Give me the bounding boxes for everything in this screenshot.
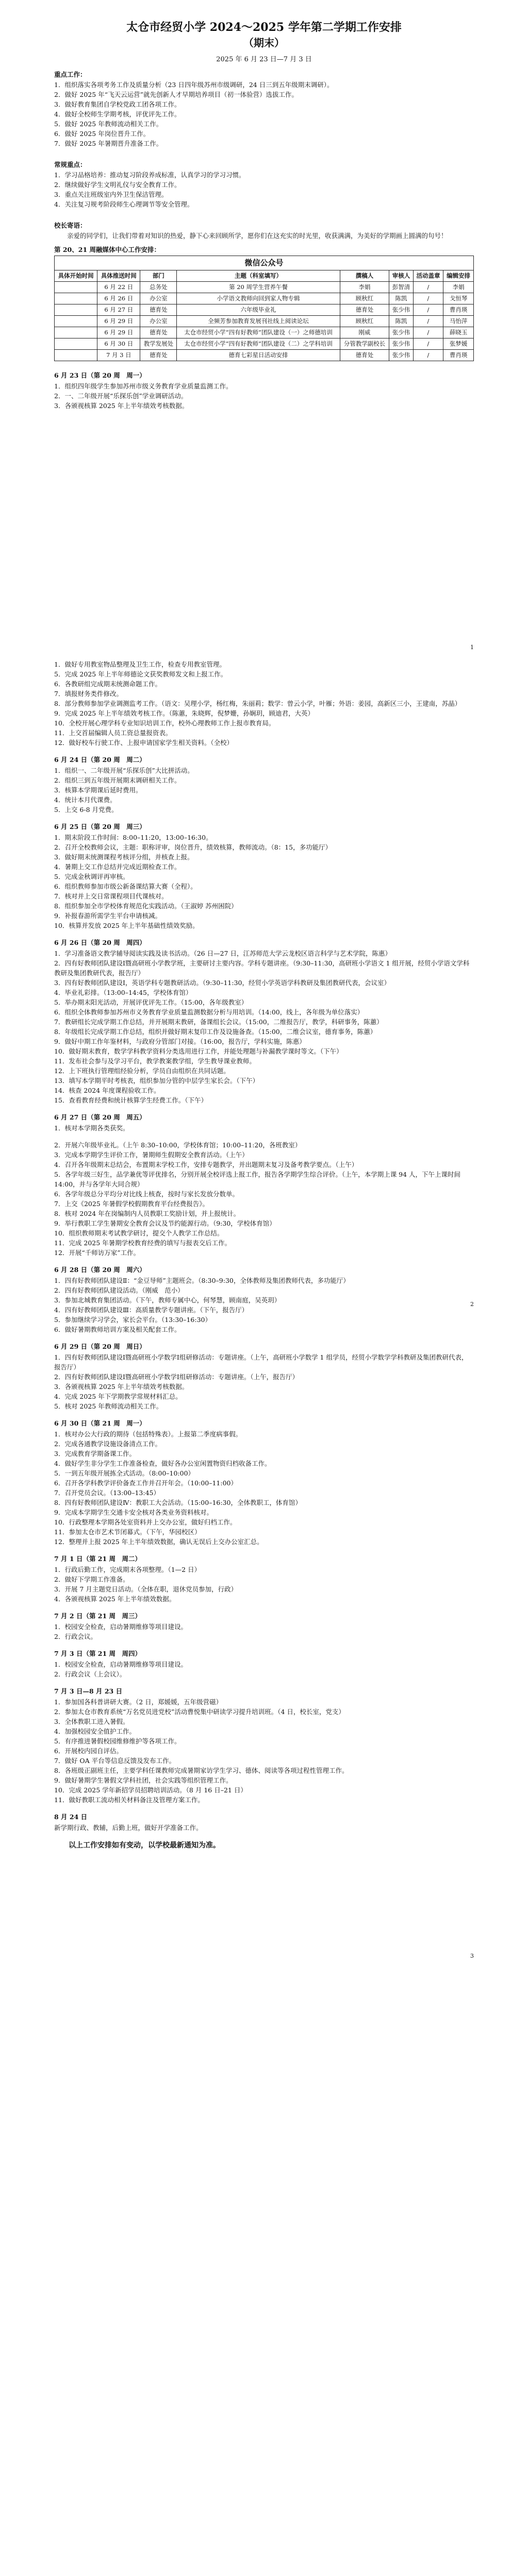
day-item: 2．行政会议（上会议）。: [54, 1670, 126, 1678]
table-cell: /: [413, 338, 443, 350]
day-item: 1．四有好教师团队建设Ⅱ：“金豆导师”主题班会。（8:30–9:30，全体教师及集团教师代表，多功能厅）: [54, 1277, 350, 1284]
day-item: 2．一、二年级开展“乐探乐创”学业调研活动。: [54, 392, 188, 400]
day-block: [54, 755, 474, 815]
table-row: [55, 304, 474, 316]
table-cell: 总务处: [140, 282, 177, 293]
day-item: 5．完成 2025 年上半年师德论文获奖教师发文和上报工作。: [54, 670, 227, 678]
table-cell: [55, 350, 97, 361]
day-block: [54, 1265, 474, 1334]
day-item: 6．组织全体教师参加苏州市义务教育学业质量监测数据分析与用培训。（14:00，线上，各年级为单位落实）: [54, 1008, 364, 1016]
table-header-cell: 编辑安排: [443, 270, 474, 282]
day-item: 11．参加太仓市艺术节闭幕式。（下午，华园校区）: [54, 1528, 201, 1536]
table-row: [55, 327, 474, 338]
closing-note: 以上工作安排如有变动，以学校最新通知为准。: [69, 1841, 220, 1850]
table-cell: 张梦媛: [443, 338, 474, 350]
table-header-cell: 活动盖章: [413, 270, 443, 282]
day-item: 2．四有好教师团队建设Ⅰ暨高研班小学数学Ⅰ组研修活动：专题讲座。（上午，报告厅）: [54, 1373, 299, 1381]
day-item: 1．期末阶段工作时间：8:00–11:20，13:00–16:30。: [54, 834, 212, 841]
day-item: 3．各颁视核算 2025 年上半年绩效考核数据。: [54, 402, 189, 410]
day-item: 10．核算并发放 2025 年上半年基础性绩效奖励。: [54, 922, 199, 929]
table-cell: 顾秋红: [340, 316, 389, 327]
table-cell: 陈凯: [389, 293, 413, 304]
day-item: 5．完成金秋调评再审核。: [54, 873, 129, 880]
day-item: 9．完成 2025 年上半年绩效考核工作。（陈蕙，朱晓辉，倪梦姗，孙娴玥，顾迪君，大英）: [54, 709, 314, 717]
day-item: 1．校园安全检查，启动暑期维修等项目建设。: [54, 1623, 187, 1631]
day-heading: 6 月 30 日（第 21 周 周一）: [54, 1419, 146, 1427]
day-item: 6．各教研组完成期末统测命题工作。: [54, 680, 161, 688]
day-item: 4．加强校园安全值护工作。: [54, 1727, 136, 1735]
day-item: 4．暑期上交工作总结并完成近期检查工作。: [54, 863, 181, 871]
table-cell: 6 月 29 日: [97, 316, 140, 327]
list-item: 3．重点关注班级室内外卫生保洁管理。: [54, 191, 168, 198]
day-item: 7．做好 OA 平台等信息反馈及发布工作。: [54, 1757, 176, 1765]
day-item: 2．组织三到五年级开展期末调研相关工作。: [54, 776, 181, 784]
day-item: 3．参加北城教育集团活动。（下午，教师专属中心，何琴慧，顾南庭，吴英玥）: [54, 1296, 281, 1304]
day-item: 12．做好校车行驶工作、上报申请国家学生相关资料。（全校）: [54, 739, 234, 747]
table-cell: 办公室: [140, 316, 177, 327]
table-cell: 德育处: [140, 350, 177, 361]
list-item: 7．做好 2025 年暑期晋升准备工作。: [54, 140, 163, 147]
day-item: 3．完成本学期学生评价工作，暑期师生假期安全教育活动。（上午）: [54, 1151, 249, 1159]
day-item: 12．上下班执行管理组经验分析，学员自由组织在共同话题。: [54, 1067, 230, 1075]
list-item: 4．做好全校师生学期考核，评优评先工作。: [54, 110, 181, 118]
day-item: 1．学习准备语文教学辅导阅读实践及读书活动。（26 日—27 日，江苏师范大学云龙校区语言科学与艺术学院，陈惠）: [54, 950, 391, 957]
day-item: 7．召开党员会议。（13:00–13:45）: [54, 1489, 160, 1497]
day-item: 11．完成 2025 年暑期学校教育经费的填写与报表交后工作。: [54, 1239, 232, 1247]
wechat-table-body: [55, 282, 474, 361]
table-cell: 刚威: [340, 327, 389, 338]
day-item: 5．有序推进暑假校园维修维护等各项工作。: [54, 1737, 181, 1745]
page-number: 2: [470, 1301, 474, 1308]
day-heading: 7 月 3 日（第 21 周 周四）: [54, 1650, 142, 1657]
day-item: 15．查看教育经费和统计核算学生经费工作。（下午）: [54, 1096, 208, 1104]
day-item: 1．核对办公大行政的期待（包括特殊表）。上报第二季度病事假。: [54, 1430, 242, 1438]
day-item: 8．四有好教师团队建设Ⅳ：教职工大会活动。（15:00–16:30，全体教职工，体育馆）: [54, 1499, 302, 1506]
day-block: [54, 1342, 474, 1411]
table-cell: 薛晓玉: [443, 327, 474, 338]
day-item: 8．年级组长完成学期工作总结，组织并做好期末复印工作及设施备查。（15:00，二维会议室，德育事务，陈蕙）: [54, 1028, 377, 1036]
day-item: 2．参加太仓市教育系统“万名党员进党校”活动曹悦集中研读学习提升培训班。（4 日，校长室，党支）: [54, 1708, 345, 1716]
day-item: 2．四有好教师团队建设Ⅰ暨高研班小学教学班，主要研讨主要内容。学科专题讲座。（9:30–11:30，高研班小学语文 1 组开展，经贸小学语文学科教研及集团教研代表，报告厅）: [54, 959, 470, 977]
day-item: 13．填写本学期平时考核表，组织参加分管的中层学生家长会。（下午）: [54, 1077, 259, 1084]
table-cell: 六年级毕业礼: [177, 304, 340, 316]
day-item: 9．完成本学期学生交通卡安全核对各类业务资料核对。: [54, 1509, 213, 1516]
day-item: 1．参加国各科普讲研大赛。（2 日，郑媛媛，五年级营磁）: [54, 1698, 223, 1706]
day-heading: 6 月 27 日（第 20 周 周五）: [54, 1113, 146, 1121]
day-heading: 6 月 26 日（第 20 周 周四）: [54, 939, 146, 946]
table-cell: 6 月 22 日: [97, 282, 140, 293]
day-item: 9．举行教职工学生暑期安全教育会议及节约能源行动。（9:30，学校体育馆）: [54, 1219, 276, 1227]
table-header-cell: 具体推送时间: [97, 270, 140, 282]
day-item: 5．各学年级三好生，品学兼优等评优排名，分别开展全校评选上报工作，报告各学期学生综合评价。（上午，本学期上课 94 人，下午上课时间 14:00，并与各学年大同合规）: [54, 1171, 461, 1188]
day-block: [54, 1418, 474, 1547]
table-cell: 分管教学副校长: [340, 338, 389, 350]
day-item: 3．开展 7 月主题党日活动。（全体在职，退休党员参加，行政）: [54, 1585, 238, 1593]
day-item: 新学期行政、教辅，后勤上班，做好开学准备工作。: [54, 1824, 203, 1832]
day-item: 4．做好学生非分学生工作准备检查，做好各办公室闲置物资归档收备工作。: [54, 1460, 271, 1467]
table-cell: 德育处: [140, 327, 177, 338]
day-item: 4．毕业礼彩排。（13:00–14:45，学校体育馆）: [54, 989, 192, 996]
table-cell: /: [413, 350, 443, 361]
daily-schedule-part-1: [54, 370, 474, 411]
routine-heading: 常规重点：: [54, 161, 87, 168]
day-item: 3．各颁视核算 2025 年上半年绩效考核数据。: [54, 1383, 189, 1391]
day-block: [54, 1812, 474, 1833]
table-cell: /: [413, 293, 443, 304]
day-item: 2．召开全校教师会议，主题：职称评审，岗位晋升，绩效核算，教师流动。（8：15，多功能厅）: [54, 843, 332, 851]
list-item: 5．做好 2025 年教师流动相关工作。: [54, 120, 163, 128]
day-heading: 7 月 1 日（第 21 周 周二）: [54, 1555, 142, 1563]
day-item: 7．上交《2025 年暑假学校假期教育平台经费报告》。: [54, 1200, 209, 1208]
day-item: 1．核对本学期各类获奖。: [54, 1124, 129, 1132]
day-item: 9．补报春游所需学生平台申请核减。: [54, 912, 161, 920]
table-row: [55, 282, 474, 293]
day-item: 12．开展“千师访万家”工作。: [54, 1249, 140, 1257]
table-cell: [55, 282, 97, 293]
table-cell: 太仓市经贸小学“四有好教师”团队建设（二）之学科培训: [177, 338, 340, 350]
table-cell: 张少伟: [389, 304, 413, 316]
day-block: [54, 1112, 474, 1133]
table-row: [55, 338, 474, 350]
document-body: [54, 20, 474, 418]
table-cell: 李娟: [443, 282, 474, 293]
document-body-continued: [54, 659, 474, 1851]
day-item: 6．组织教师参加市级公新备课结算大赛（全程）。: [54, 883, 197, 890]
day-item: 6．开展校内园自评估。: [54, 1747, 123, 1755]
day-item: 8．各班级正副班主任，主要学科任课教师完成暑期家访学生学习、德体、阅读等各项过程性管理工作。: [54, 1767, 349, 1774]
key-work-heading: 重点工作：: [54, 71, 87, 78]
table-cell: 6 月 29 日: [97, 327, 140, 338]
table-cell: [55, 316, 97, 327]
daily-schedule-part-2: [54, 659, 474, 1833]
day-item: 3．做好期末统测课程考核评分组，并核查上报。: [54, 853, 194, 861]
table-cell: 张少伟: [389, 338, 413, 350]
day-item: 4．四有好教师团队建设Ⅲ：高质量教学专题讲座。（下午，报告厅）: [54, 1306, 249, 1314]
key-work-list: [54, 80, 474, 148]
day-block: [54, 1611, 474, 1641]
principal-message: 亲爱的同学们，让我们带着对知识的热爱，静下心来回顾所学，愿你们在这充实的时光里，收获满满，为美好的学期画上圆满的句号！: [67, 232, 448, 240]
table-row: [55, 316, 474, 327]
day-item: 10．组织教师期末考试教学研讨，提交个人教学工作总结。: [54, 1229, 224, 1237]
day-item: 3．四有好教师团队建设Ⅰ，英语学科专题教研活动。（9:30–11:30，经贸小学英语学科教研及集团教研代表，会议室）: [54, 979, 390, 987]
day-heading: 7 月 2 日（第 21 周 周三）: [54, 1612, 142, 1620]
routine-list: [54, 170, 474, 209]
table-cell: 德育处: [340, 350, 389, 361]
table-cell: 教学发展处: [140, 338, 177, 350]
wechat-section-heading: 第 20、21 周融媒体中心工作安排：: [54, 246, 160, 253]
table-cell: /: [413, 327, 443, 338]
day-item: 3．全体教职工进入暑假。: [54, 1718, 129, 1725]
table-header-cell: 具体开始时间: [55, 270, 97, 282]
day-item: 14．核查 2024 年度课程验收工作。: [54, 1087, 160, 1094]
table-cell: /: [413, 304, 443, 316]
day-item: 6．做好暑期教师培训方案及相关配套工作。: [54, 1326, 181, 1333]
table-cell: [55, 327, 97, 338]
day-item: 1．行政后勤工作，完成期末各项整理。（1—2 日）: [54, 1566, 201, 1573]
day-item: 1．四有好教师团队建设Ⅰ暨高研班小学数学Ⅰ组研修活动：专题讲座。（上午，高研班小学数学 1 组学员，经贸小学数学学科教研及集团教研代表，报告厅）: [54, 1353, 468, 1371]
day-item: 3．核算本学期课后延时费用。: [54, 786, 142, 794]
day-item: 9．做好暑期学生暑假文学科社团，社会实践等组织管理工作。: [54, 1776, 233, 1784]
table-row: [55, 350, 474, 361]
table-cell: 第 20 周学生营养午餐: [177, 282, 340, 293]
document-title: 太仓市经贸小学 2024～2025 学年第二学期工作安排: [126, 21, 402, 34]
day-heading: 6 月 25 日（第 20 周 周三）: [54, 823, 146, 831]
table-header-row: [55, 270, 474, 282]
table-row: [55, 293, 474, 304]
table-cell: 曹肖瑛: [443, 304, 474, 316]
table-cell: 彭智清: [389, 282, 413, 293]
day-item: 2．开展六年级毕业礼。（上午 8:30–10:00，学校体育馆；10:00–11:20，各班教室）: [54, 1141, 302, 1149]
day-block: [54, 370, 474, 411]
day-item: 1．组织四年级学生参加苏州市级义务教育学业质量监测工作。: [54, 382, 233, 390]
document-date-range: 2025 年 6 月 23 日—7 月 3 日: [216, 56, 312, 63]
table-cell: 6 月 27 日: [97, 304, 140, 316]
day-item: 5．一到五年级开展拣全式活动。（8:00–10:00）: [54, 1469, 195, 1477]
principal-message-heading: 校长寄语：: [54, 222, 87, 229]
day-item: 10．行政整理本学期各处室资料并上交办公室，做好归档工作。: [54, 1518, 237, 1526]
day-item: 8．组织参加全市学校体育规范化实践活动。（王淑婷 苏州困院）: [54, 902, 238, 910]
day-item: 6．各学年级总分平均分对比线上核查，按时与家长发放分数单。: [54, 1190, 239, 1198]
day-item: 5．参加继续学习学会，家长会平台。（13:30–16:30）: [54, 1316, 211, 1324]
table-cell: /: [413, 282, 443, 293]
day-item: 3．完成教育学期备课工作。: [54, 1450, 136, 1458]
day-block: [54, 659, 474, 748]
day-item: 5．举办期末阳光活动，开展评优评先工作。（15:00，各年级教室）: [54, 998, 248, 1006]
table-cell: 张少伟: [389, 327, 413, 338]
day-heading: 6 月 28 日（第 20 周 周六）: [54, 1266, 146, 1274]
table-cell: 顾秋红: [340, 293, 389, 304]
table-cell: 马怡萍: [443, 316, 474, 327]
table-cell: 7 月 3 日: [97, 350, 140, 361]
table-cell: /: [413, 316, 443, 327]
day-item: 12．整理并上报 2025 年上半年绩效数据，确认无误后上交办公室汇总。: [54, 1538, 263, 1546]
day-item: 4．完成 2025 年下学期教学常规材料汇总。: [54, 1393, 182, 1400]
table-cell: 张少伟: [389, 350, 413, 361]
day-block: [54, 1686, 474, 1805]
table-cell: 太仓市经贸小学“四有好教师”团队建设（一）之师德培训: [177, 327, 340, 338]
day-item: 7．核对并上交日常课程项目代课核对。: [54, 892, 168, 900]
day-heading: 6 月 29 日（第 20 周 周日）: [54, 1343, 146, 1350]
day-item: 2．行政会议。: [54, 1633, 97, 1640]
day-item: 8．核对 2024 年在岗编制内人员教职工奖励计划，并上报统计。: [54, 1210, 240, 1217]
table-header-cell: 主题（科室填写）: [177, 270, 340, 282]
day-heading: 7 月 3 日—8 月 23 日: [54, 1687, 123, 1695]
table-cell: 小学语文教师向回到家人物专辑: [177, 293, 340, 304]
page-number: 1: [470, 644, 474, 651]
list-item: 1．组织落实各项考务工作及质量分析（23 日四年级苏州市级调研，24 日三到五年级期末调研）。: [54, 81, 334, 89]
day-block: [54, 1649, 474, 1679]
day-block: [54, 938, 474, 1105]
list-item: 1．学习品格培养：推动复习阶段养成标准，认真学习的学习习惯。: [54, 171, 245, 179]
day-item: 4．召开各年级期末总结会，布置期末学校工作，安排专题教学，并出题期末复习及备考教学要点。（上午）: [54, 1161, 358, 1168]
list-item: 2．做好 2025 年“飞天云运营”就先创新人才早期培养项目（初一体验营）选拔工作。: [54, 91, 298, 98]
day-item: 4．各颁视核算 2025 年上半年绩效数据。: [54, 1595, 176, 1603]
day-item: 2．完成各通教学设施设备清点工作。: [54, 1440, 161, 1448]
table-header-cell: 部门: [140, 270, 177, 282]
table-cell: [55, 304, 97, 316]
day-item: 11．发布社会参与及学习平台，教学教案教学组，学生教导课业教师。: [54, 1057, 256, 1065]
table-cell: 全频芳参加教育发展刊社线上阅读论坛: [177, 316, 340, 327]
list-item: 4．关注复习规考阶段师生心理调节等安全管理。: [54, 200, 194, 208]
day-item: 4．统计本月代课费。: [54, 796, 117, 804]
day-block: [54, 1140, 474, 1258]
table-cell: 6 月 26 日: [97, 293, 140, 304]
table-cell: 德育七彩星日活动安排: [177, 350, 340, 361]
wechat-table-title: 微信公众号: [55, 256, 474, 270]
table-header-cell: 审核人: [389, 270, 413, 282]
table-cell: 办公室: [140, 293, 177, 304]
list-item: 6．做好 2025 年岗位晋升工作。: [54, 130, 150, 138]
day-item: 10．全校开展心理学科专业知识培训工作，校外心理教师工作上报市教育局。: [54, 719, 275, 727]
table-cell: 德育处: [340, 304, 389, 316]
day-item: 5．核对 2025 年教师流动相关工作。: [54, 1402, 163, 1410]
table-cell: 李娟: [340, 282, 389, 293]
day-heading: 8 月 24 日: [54, 1813, 88, 1821]
day-item: 1．组织一、二年级开展“乐探乐创”大比拼活动。: [54, 767, 194, 774]
list-item: 3．做好教育集团自学校党政工团各项工作。: [54, 100, 181, 108]
table-cell: 陈凯: [389, 316, 413, 327]
document-subtitle: （期末）: [243, 37, 285, 49]
day-item: 7．填报财务类件修改。: [54, 690, 123, 698]
day-item: 9．做好中期工作年鉴材料，与政府分管部门对接。（16:00，报告厅，学科实施，陈惠）: [54, 1038, 306, 1045]
day-heading: 6 月 24 日（第 20 周 周二）: [54, 756, 146, 764]
table-cell: [55, 338, 97, 350]
page-number: 3: [470, 1953, 474, 1959]
day-item: 1．做好专用教室物品整理及卫生工作，检查专用教室管理。: [54, 660, 226, 668]
day-item: 6．召开各学科教学评价备查工作并召开年会。（10:00–11:00）: [54, 1479, 237, 1487]
table-header-cell: 撰稿人: [340, 270, 389, 282]
day-item: 10．做好期末教育，数学学科教学资料分类选用进行工作，并能处理题与补漏教学课时等文。（下午）: [54, 1047, 343, 1055]
table-cell: [55, 293, 97, 304]
wechat-schedule-table: [54, 256, 474, 361]
day-block: [54, 822, 474, 930]
day-item: 8．部分教师参加学业调测监考工作。（语文：吴理小学，杨红梅，朱丽莉；数学：曾云小学，叶雁；外语：姜园，高新区三小，王建南，苏晶）: [54, 700, 461, 707]
day-item: 11．上交首届编辑人员工资总量报资表。: [54, 729, 172, 737]
table-cell: 曹肖瑛: [443, 350, 474, 361]
day-item: 7．教研组长完成学期工作总结，并开展期末教研，备课组长会议。（15:00，二维报告厅，教学，科研事务，陈蕙）: [54, 1018, 383, 1026]
list-item: 2．继续做好学生文明礼仪与安全教育工作。: [54, 181, 181, 189]
day-item: 10．完成 2025 学年新招学员招聘培训活动。（8 月 16 日–21 日）: [54, 1786, 247, 1794]
table-cell: 6 月 30 日: [97, 338, 140, 350]
day-item: 2．做好下学期工作准备。: [54, 1575, 129, 1583]
table-cell: 德育处: [140, 304, 177, 316]
day-item: 11．做好教职工流动相关材料备注及管理方案工作。: [54, 1796, 204, 1804]
day-item: 2．四有好教师团队建设活动。（刚威 范小）: [54, 1286, 184, 1294]
day-heading: 6 月 23 日（第 20 周 周一）: [54, 371, 146, 379]
day-item: 5．上交 6-8 月党费。: [54, 806, 118, 814]
table-cell: 戈恒琴: [443, 293, 474, 304]
day-block: [54, 1554, 474, 1604]
day-item: 1．校园安全检查，启动暑期维修等项目建设。: [54, 1660, 187, 1668]
